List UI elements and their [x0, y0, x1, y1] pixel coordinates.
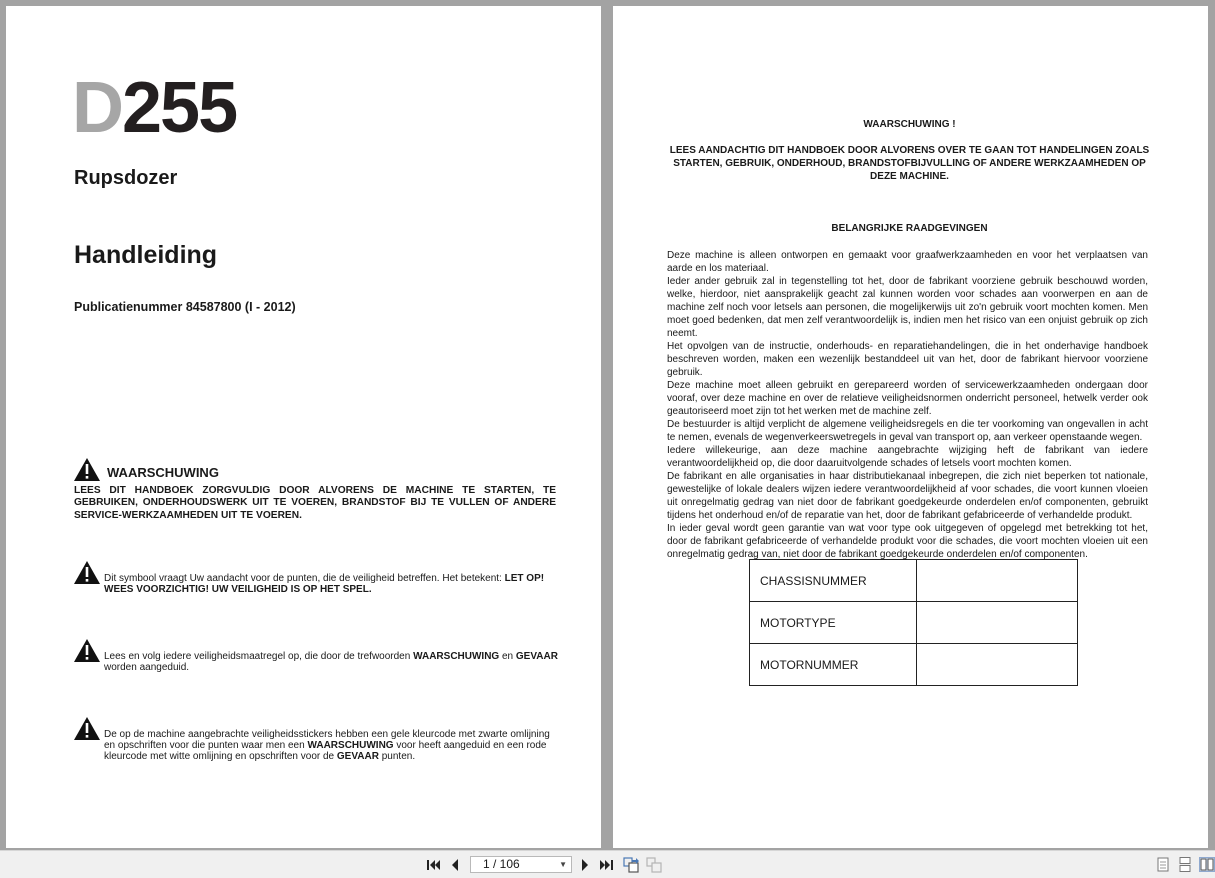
- engine-type-label: MOTORTYPE: [750, 602, 917, 644]
- warning-triangle-icon: [74, 561, 100, 584]
- safety-note: [74, 639, 560, 673]
- paragraph: Het opvolgen van de instructie, onderhouds- en reparatiehandelingen, die in het onderhavige handboek beschreven worden, maken een wezenlijk bestanddeel uit van het, door de fabrikant hiervoor voorziene gebruik.: [667, 341, 1148, 378]
- engine-number-label: MOTORNUMMER: [750, 644, 917, 686]
- single-page-icon: [1156, 857, 1170, 872]
- machine-type: Rupsdozer: [74, 167, 178, 189]
- next-page-button[interactable]: [577, 857, 593, 873]
- paragraph: De bestuurder is altijd verplicht de algemene veiligheidsregels en die ter voorkoming van ongevallen in acht te nemen, evenals de wegenverkeerswetregels in geval van transport op, aan verkeer openstaande wegen.: [667, 419, 1148, 443]
- safety-note-text: De op de machine aangebrachte veiligheidsstickers hebben een gele kleurcode met zwarte omlijning en opschriften voor die punten waar men een WAARSCHUWING voor heeft aangeduid en een rode kleurcode met witte omlijning en opschriften voor de GEVAAR punten.: [104, 729, 550, 762]
- paragraph: Deze machine is alleen ontworpen en gemaakt voor graafwerkzaamheden en voor het verplaatsen van aarde en los materiaal.: [667, 250, 1148, 274]
- advice-body: [667, 249, 1148, 561]
- first-page-icon: [427, 859, 441, 871]
- advice-title: BELANGRIJKE RAADGEVINGEN: [831, 223, 988, 234]
- next-page-icon: [580, 859, 590, 871]
- paragraph: De fabrikant en alle organisaties in haar distributiekanaal inbegrepen, die zich niet beperken tot nationale, gewestelijke of lokale dealers wijzen iedere verantwoordelijkheid af voor schades, die voort kunnen vloeien uit onregelmatig gedrag van niet door de fabrikant goedgekeurde onderdelen en/of componenten, gebruikt tijdens het onderhoud en/of de reparatie van het, door de fabrikant gefabriceerde of verhandelde produkt.: [667, 471, 1148, 521]
- two-page-icon: [1200, 858, 1214, 871]
- compare-view-button[interactable]: [646, 857, 662, 873]
- identification-table: [749, 559, 1078, 686]
- warning-text: LEES DIT HANDBOEK ZORGVULDIG DOOR ALVORENS DE MACHINE TE STARTEN, TE GEBRUIKEN, ONDERHOUDSWERK UIT TE VOEREN, BRANDSTOF BIJ TE VULLEN OF ANDERE SERVICE-WERKZAAMHEDEN UIT TE VOEREN.: [74, 485, 556, 521]
- pdf-page-1: [6, 6, 601, 848]
- warning-triangle-icon: [74, 717, 100, 740]
- pdf-page-2: [613, 6, 1208, 848]
- paragraph: Deze machine moet alleen gebruikt en gerepareerd worden of servicewerkzaamheden ondergaan door vooraf, over deze machine en over de relatieve veiligheidsnormen onderricht personeel, hetwelk verder ook geautoriseerd moet zijn tot het werken met de machine zelf.: [667, 380, 1148, 417]
- safety-note-text: Dit symbool vraagt Uw aandacht voor de punten, die de veiligheid betreffen. Het betekent: LET OP! WEES VOORZICHTIG! UW VEILIGHEID IS OP HET SPEL.: [104, 573, 545, 595]
- continuous-page-icon: [1178, 857, 1192, 872]
- model-number: 255: [122, 68, 237, 148]
- chassis-number-value: [917, 560, 1078, 602]
- page-number-value: 1 / 106: [483, 857, 520, 871]
- paragraph: In ieder geval wordt geen garantie van wat voor type ook uitgegeven of opgelegd met betrekking tot het, door de fabrikant gefabriceerde of verhandelde produkt voor die schades, die voort mochten vloeien uit een onregelmatig gedrag van, niet door de fabrikant goedgekeurde onderdelen en/of componenten.: [667, 523, 1148, 560]
- document-title: Handleiding: [74, 241, 218, 269]
- safety-note: [74, 561, 560, 595]
- rotate-icon: [623, 857, 639, 873]
- table-row: [750, 644, 1078, 686]
- chassis-number-label: CHASSISNUMMER: [750, 560, 917, 602]
- page-number-select[interactable]: [470, 856, 572, 873]
- model-prefix: D: [72, 68, 122, 148]
- model-title: [72, 68, 237, 148]
- last-page-button[interactable]: [598, 857, 614, 873]
- continuous-view-button[interactable]: [1178, 857, 1192, 872]
- viewer-toolbar: [0, 850, 1215, 878]
- first-page-button[interactable]: [426, 857, 442, 873]
- engine-number-value: [917, 644, 1078, 686]
- compare-icon: [646, 857, 662, 873]
- previous-page-button[interactable]: [447, 857, 463, 873]
- warning-heading: [74, 458, 219, 481]
- safety-note: [74, 717, 560, 762]
- safety-note-text: Lees en volg iedere veiligheidsmaatregel op, die door de trefwoorden WAARSCHUWING en GEVAAR worden aangeduid.: [104, 651, 558, 673]
- table-row: [750, 602, 1078, 644]
- warning-triangle-icon: [74, 639, 100, 662]
- warning-text: LEES AANDACHTIG DIT HANDBOEK DOOR ALVORENS OVER TE GAAN TOT HANDELINGEN ZOALS STARTEN, GEBRUIK, ONDERHOUD, BRANDSTOFBIJVULLING OF ANDERE WERKZAAMHEDEN OP DEZE MACHINE.: [669, 145, 1150, 182]
- warning-triangle-icon: [74, 458, 100, 481]
- rotate-view-button[interactable]: [623, 857, 639, 873]
- two-page-view-button[interactable]: [1199, 857, 1215, 872]
- single-page-view-button[interactable]: [1156, 857, 1170, 872]
- warning-title: WAARSCHUWING !: [863, 119, 956, 130]
- previous-page-icon: [450, 859, 460, 871]
- paragraph: Ieder ander gebruik zal in tegenstelling tot het, door de fabrikant voorziene gebruik beschouwd worden, welke, hierdoor, niet aansprakelijk geacht zal kunnen worden voor schades aan voorwerpen en aan de machine zelf noch voor letsels aan personen, die mogelijkerwijs uit zo'n gebruik voort mochten komen. Men moet goed bedenken, dat men zelf verantwoordelijk is, indien men het risico van een onjuist gebruik op zich neemt.: [667, 276, 1148, 339]
- publication-number: Publicatienummer 84587800 (I - 2012): [74, 300, 296, 314]
- dropdown-arrow-icon: ▼: [559, 860, 567, 869]
- paragraph: Iedere willekeurige, aan deze machine aangebrachte wijziging heft de fabrikant van iedere verantwoordelijkheid op, die door daaruitvolgende schades of letsels voort mochten komen.: [667, 445, 1148, 469]
- last-page-icon: [599, 859, 613, 871]
- table-row: [750, 560, 1078, 602]
- warning-label: WAARSCHUWING: [107, 465, 219, 480]
- engine-type-value: [917, 602, 1078, 644]
